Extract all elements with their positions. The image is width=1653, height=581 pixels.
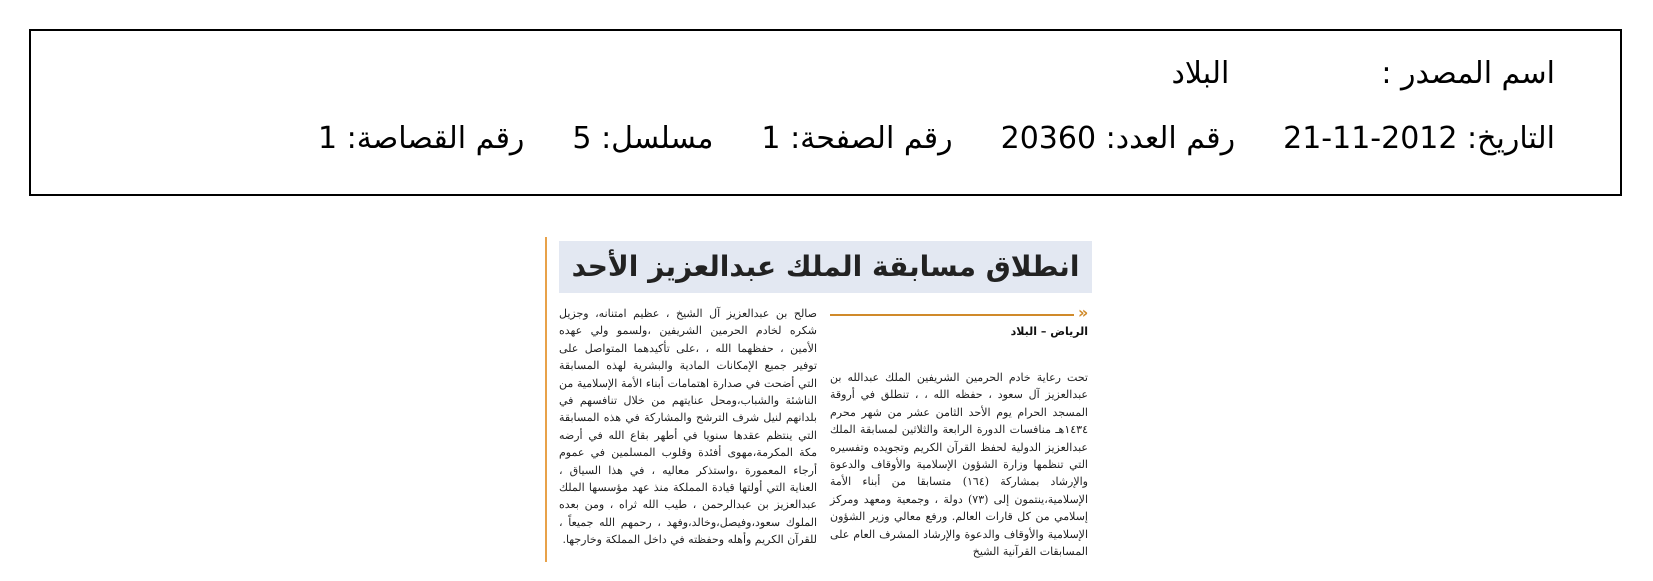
article-column-left: صالح بن عبدالعزيز آل الشيخ ، عظيم امتنانه، وجزيل شكره لخادم الحرمين الشريفين ،ولسمو ولي عهده الأمين ، حفظهما الله ، ،على تأكيدهما المتواصل على توفير جميع الإمكانات المادية والبشرية لهذه المسابقة التي أضحت في صدارة اهتمامات أبناء الأمة الإسلامية من الناشئة والشباب،ومحل عنايتهم من خلال تنافسهم في بلدانهم لنيل شرف الترشح والمشاركة في هذه المسابقة التي ينتظم عقدها سنويا في أطهر بقاع الله في أرضه مكة المكرمة،مهوى أفئدة وقلوب المسلمين في عموم أرجاء المعمورة ،واستذكر معاليه ، في هذا السياق ، العناية التي أولتها قيادة المملكة منذ عهد مؤسسها الملك عبدالعزيز بن عبدالرحمن ، طيب الله ثراه ، ومن بعده الملوك سعود،وفيصل،وخالد،وفهد ، رحمهم الله جميعاً ، للقرآن الكريم وأهله وحفظته في داخل المملكة وخارجها.	[559, 307, 817, 547]
issue-value: 20360	[1000, 121, 1097, 156]
article-column-right: تحت رعاية خادم الحرمين الشريفين الملك عبدالله بن عبدالعزيز آل سعود ، حفظه الله ، ، تنطلق في أروقة المسجد الحرام يوم الأحد الثامن عشر من شهر محرم ١٤٣٤هـ منافسات الدورة الرابعة والثلاثين لمسابقة الملك عبدالعزيز الدولية لحفظ القرآن الكريم وتجويده وتفسيره التي تنظمها وزارة الشؤون الإسلامية والأوقاف والدعوة والإرشاد بمشاركة (١٦٤) متسابقا من أبناء الأمة الإسلامية،ينتمون إلى (٧٣) دولة ، وجمعية ومعهد ومركز إسلامي من كل قارات العالم. ورفع معالي وزير الشؤون الإسلامية والأوقاف والدعوة والإرشاد المشرف العام على المسابقات القرآنية الشيخ	[830, 371, 1089, 559]
date-label: التاريخ:	[1467, 121, 1555, 156]
page-value: 1	[761, 121, 781, 156]
serial-label: مسلسل:	[601, 121, 714, 156]
serial-value: 5	[572, 121, 592, 156]
clipping-info-box	[29, 29, 1622, 196]
page-label: رقم الصفحة:	[790, 121, 953, 156]
newspaper-clipping	[545, 237, 1095, 567]
date-value: 21-11-2012	[1283, 121, 1458, 156]
byline-rule	[830, 314, 1074, 316]
clipping-side-rule	[545, 237, 547, 562]
article-byline: الرياض – البلاد	[1010, 325, 1088, 338]
clip-value: 1	[317, 121, 338, 156]
source-line	[1172, 54, 1555, 94]
metadata-line	[318, 119, 1555, 159]
source-value: البلاد	[1171, 56, 1230, 91]
article-headline: انطلاق مسابقة الملك عبدالعزيز الأحد	[559, 241, 1092, 293]
issue-label: رقم العدد:	[1105, 121, 1236, 156]
source-label: اسم المصدر :	[1381, 56, 1555, 91]
clip-label: رقم القصاصة:	[346, 121, 525, 156]
quote-mark-icon: »	[1078, 303, 1089, 322]
